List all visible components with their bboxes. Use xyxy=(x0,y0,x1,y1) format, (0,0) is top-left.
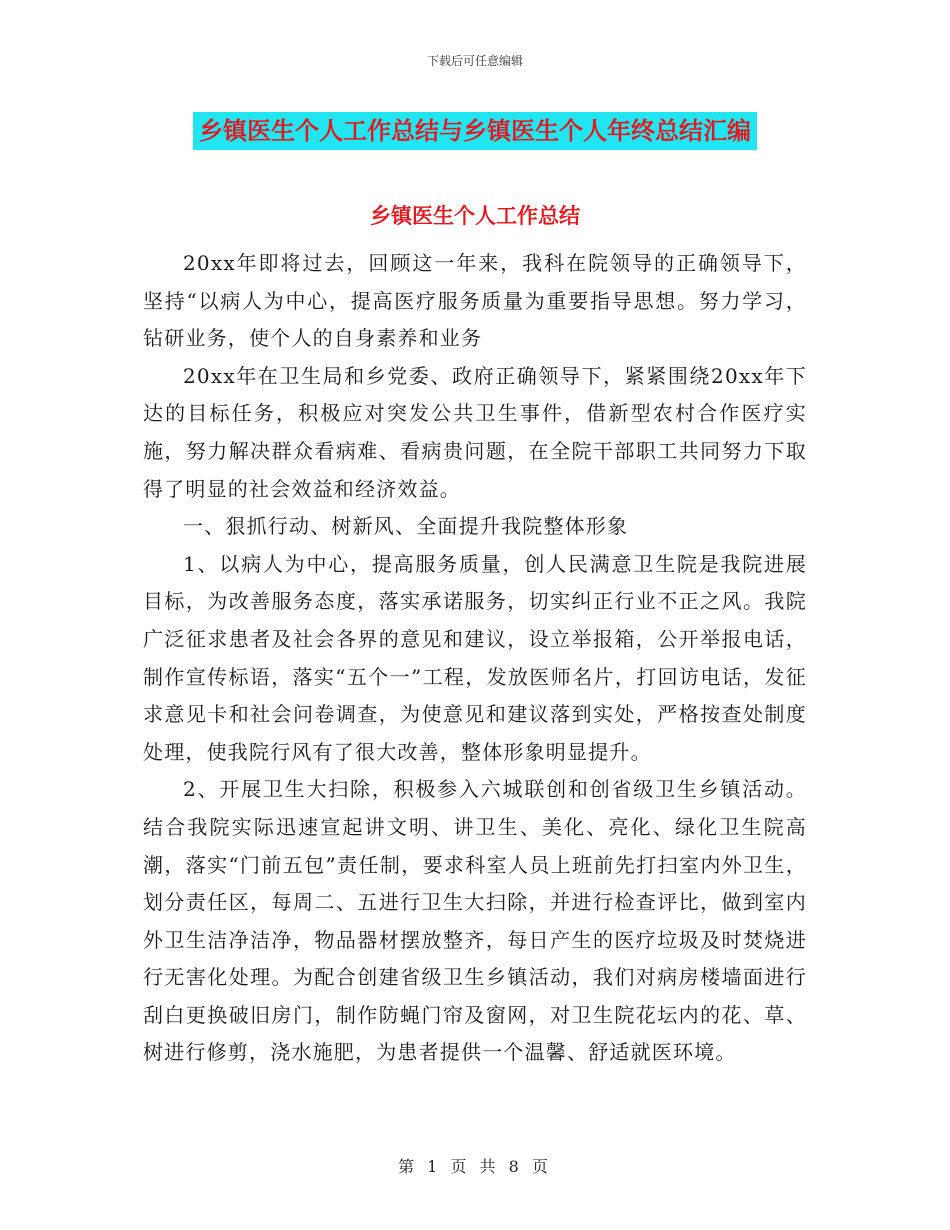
paragraph: 20xx年在卫生局和乡党委、政府正确领导下，紧紧围绕20xx年下达的目标任务，积极应对突发公共卫生事件，借新型农村合作医疗实施，努力解决群众看病难、看病贵问题，在全院干部职工共同努力下取得了明显的社会效益和经济效益。 xyxy=(143,363,807,501)
main-title-container xyxy=(0,112,950,150)
paragraph: 一、狠抓行动、树新风、全面提升我院整体形象 xyxy=(183,514,629,539)
document-body xyxy=(143,245,807,1072)
section-title: 乡镇医生个人工作总结 xyxy=(370,204,580,228)
page-header-note: 下载后可任意编辑 xyxy=(426,54,523,68)
paragraph: 2、开展卫生大扫除，积极参入六城联创和创省级卫生乡镇活动。结合我院实际迅速宣起讲文明、讲卫生、美化、亮化、绿化卫生院高潮，落实“门前五包”责任制，要求科室人员上班前先打扫室内外卫生，划分责任区，每周二、五进行卫生大扫除，并进行检查评比，做到室内外卫生洁净洁净，物品器材摆放整齐，每日产生的医疗垃圾及时焚烧进行无害化处理。为配合创建省级卫生乡镇活动，我们对病房楼墙面进行刮白更换破旧房门，制作防蝇门帘及窗网，对卫生院花坛内的花、草、树进行修剪，浇水施肥，为患者提供一个温馨、舒适就医环境。 xyxy=(143,777,807,1065)
page-footer: 第 1 页 共 8 页 xyxy=(398,1157,552,1176)
paragraph: 20xx年即将过去，回顾这一年来，我科在院领导的正确领导下，坚持“以病人为中心，提高医疗服务质量为重要指导思想。努力学习，钻研业务，使个人的自身素养和业务 xyxy=(143,251,807,351)
main-title: 乡镇医生个人工作总结与乡镇医生个人年终总结汇编 xyxy=(193,112,757,150)
paragraph: 1、以病人为中心，提高服务质量，创人民满意卫生院是我院进展目标，为改善服务态度，落实承诺服务，切实纠正行业不正之风。我院广泛征求患者及社会各界的意见和建议，设立举报箱，公开举报电话，制作宣传标语，落实“五个一”工程，发放医师名片，打回访电话，发征求意见卡和社会问卷调查，为使意见和建议落到实处，严格按查处制度处理，使我院行风有了很大改善，整体形象明显提升。 xyxy=(143,551,807,764)
